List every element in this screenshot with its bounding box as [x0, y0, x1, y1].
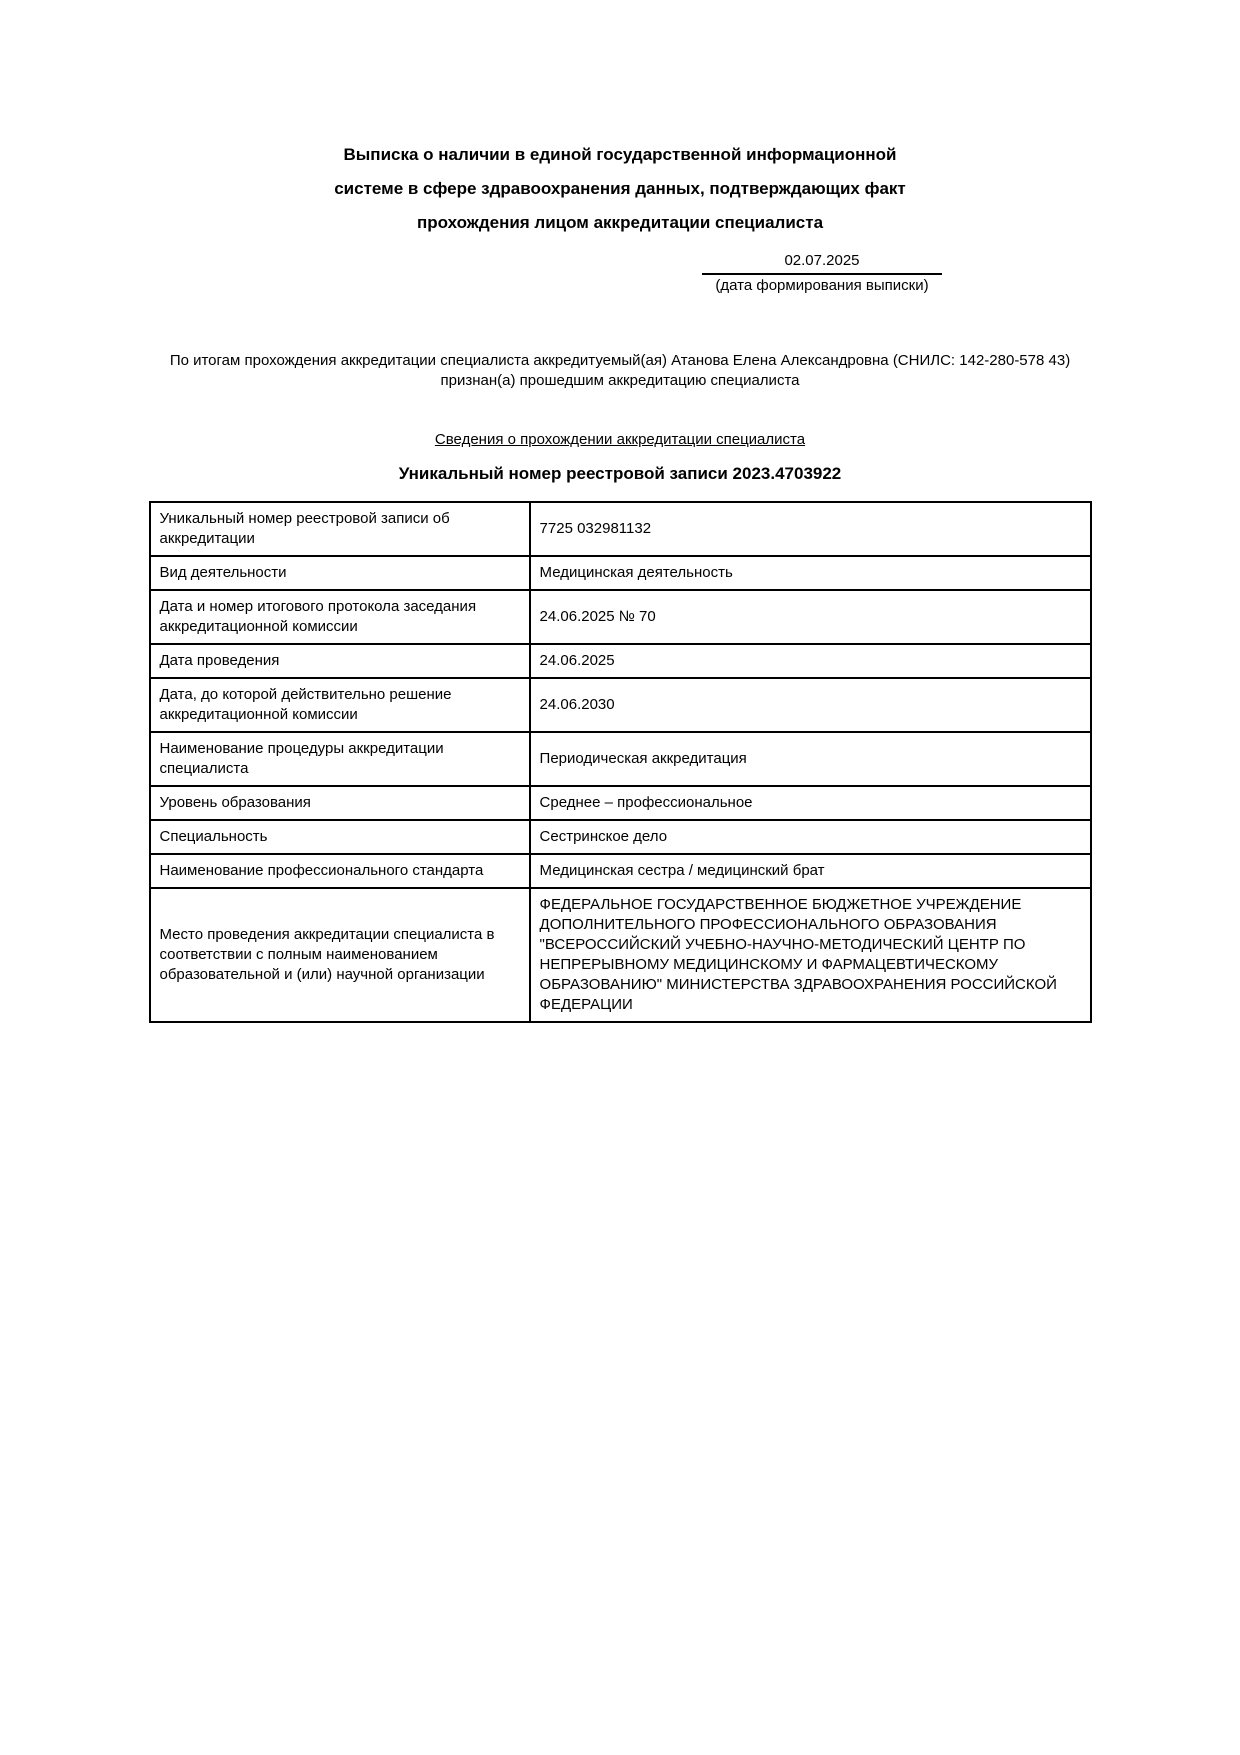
row-label: Наименование профессионального стандарта [150, 854, 530, 888]
table-row [150, 820, 1091, 854]
row-value: 7725 032981132 [530, 502, 1091, 556]
table-row [150, 732, 1091, 786]
row-value: 24.06.2025 № 70 [530, 590, 1091, 644]
formation-date-block [702, 252, 942, 295]
row-label: Дата, до которой действительно решение аккредитационной комиссии [150, 678, 530, 732]
table-row [150, 644, 1091, 678]
row-label: Специальность [150, 820, 530, 854]
row-label: Место проведения аккредитации специалиста в соответствии с полным наименованием образовательной и (или) научной организации [150, 888, 530, 1022]
row-label: Уникальный номер реестровой записи об аккредитации [150, 502, 530, 556]
table-row [150, 678, 1091, 732]
table-row [150, 556, 1091, 590]
table-row [150, 502, 1091, 556]
row-label: Уровень образования [150, 786, 530, 820]
document-title-line-2: системе в сфере здравоохранения данных, подтверждающих факт [334, 179, 906, 198]
formation-date: 02.07.2025 [702, 252, 942, 275]
row-label: Вид деятельности [150, 556, 530, 590]
table-row [150, 786, 1091, 820]
table-row [150, 590, 1091, 644]
row-value: Среднее – профессиональное [530, 786, 1091, 820]
record-number-heading: Уникальный номер реестровой записи 2023.4703922 [398, 464, 842, 483]
document-title-line-1: Выписка о наличии в единой государственной информационной [343, 145, 897, 164]
row-value: 24.06.2025 [530, 644, 1091, 678]
document-title [240, 138, 1000, 240]
table-row [150, 888, 1091, 1022]
row-label: Наименование процедуры аккредитации специалиста [150, 732, 530, 786]
table-row [150, 854, 1091, 888]
section-heading: Сведения о прохождении аккредитации специалиста [434, 431, 806, 448]
row-value: Медицинская сестра / медицинский брат [530, 854, 1091, 888]
intro-paragraph: По итогам прохождения аккредитации специалиста аккредитуемый(ая) Атанова Елена Александровна (СНИЛС: 142-280-578 43) признан(а) прошедшим аккредитацию специалиста [169, 352, 1071, 389]
row-label: Дата и номер итогового протокола заседания аккредитационной комиссии [150, 590, 530, 644]
accreditation-table [149, 501, 1092, 1023]
row-value: Медицинская деятельность [530, 556, 1091, 590]
formation-date-caption: (дата формирования выписки) [715, 277, 929, 294]
row-value: Сестринское дело [530, 820, 1091, 854]
row-value: Периодическая аккредитация [530, 732, 1091, 786]
row-value: 24.06.2030 [530, 678, 1091, 732]
row-value: ФЕДЕРАЛЬНОЕ ГОСУДАРСТВЕННОЕ БЮДЖЕТНОЕ УЧРЕЖДЕНИЕ ДОПОЛНИТЕЛЬНОГО ПРОФЕССИОНАЛЬНОГО ОБРАЗОВАНИЯ "ВСЕРОССИЙСКИЙ УЧЕБНО-НАУЧНО-МЕТОДИЧЕСКИЙ ЦЕНТР ПО НЕПРЕРЫВНОМУ МЕДИЦИНСКОМУ И ФАРМАЦЕВТИЧЕСКОМУ ОБРАЗОВАНИЮ" МИНИСТЕРСТВА ЗДРАВООХРАНЕНИЯ РОССИЙСКОЙ ФЕДЕРАЦИИ [530, 888, 1091, 1022]
document-title-line-3: прохождения лицом аккредитации специалиста [416, 213, 824, 232]
row-label: Дата проведения [150, 644, 530, 678]
